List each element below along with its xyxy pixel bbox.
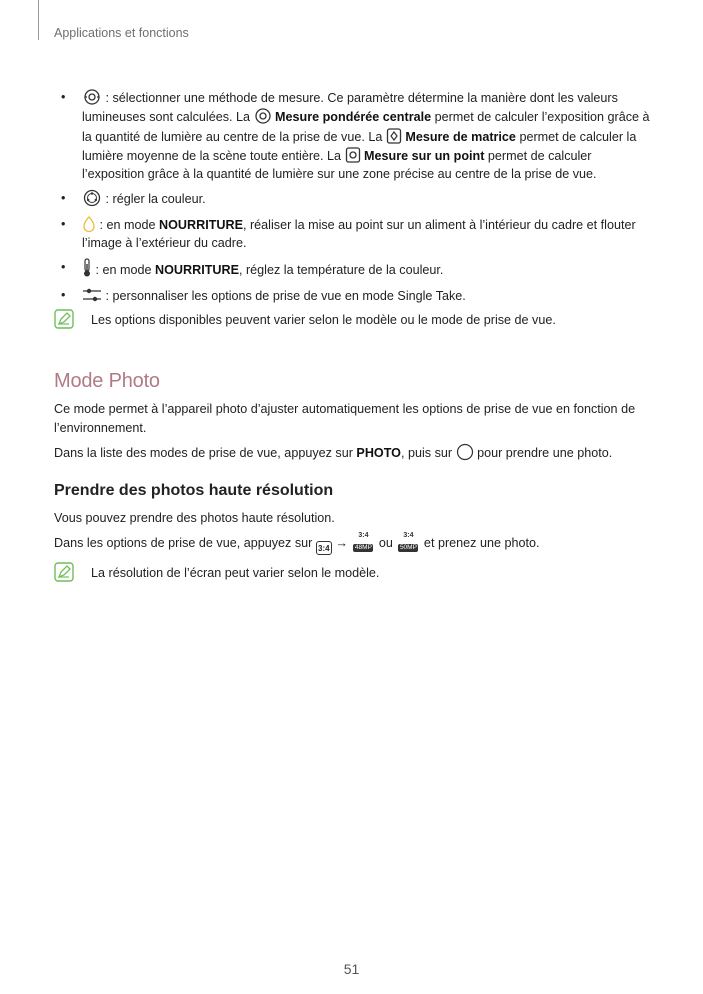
center-weighted-metering-icon — [254, 107, 272, 125]
page-number: 51 — [343, 961, 360, 977]
food-focus-icon — [82, 215, 96, 233]
badge-resolution: 50MP — [399, 543, 417, 551]
list-item — [54, 189, 654, 208]
section-title: Mode Photo — [54, 369, 160, 392]
paragraph: Vous pouvez prendre des photos haute résolution. — [54, 511, 335, 526]
note-text: Les options disponibles peuvent varier selon le modèle ou le mode de prise de vue. — [91, 312, 556, 327]
badge-resolution: 48MP — [354, 543, 372, 551]
note-text: La résolution de l’écran peut varier selon le modèle. — [91, 565, 380, 580]
shutter-button-icon — [456, 443, 474, 461]
matrix-metering-icon — [386, 127, 402, 145]
list-item — [54, 88, 654, 183]
bullet-text: , réglez la température de la couleur. — [238, 263, 444, 278]
bullet-text: : sélectionner une méthode de mesure. Ce paramètre détermine la manière dont les valeurs lumineuses sont calculées. La — [82, 91, 618, 125]
bullet-text: : en mode — [92, 263, 156, 278]
paragraph-bold: PHOTO — [356, 445, 401, 460]
bullet-text: : régler la couleur. — [102, 192, 206, 207]
paragraph-text: pour prendre une photo. — [473, 445, 613, 460]
spot-metering-icon — [345, 146, 361, 164]
bullet-text: permet de calculer l’exposition grâce à la quantité de lumière au centre de la prise de vue. La — [82, 110, 650, 144]
bullet-bold: NOURRITURE — [159, 217, 243, 232]
page-header: Applications et fonctions — [54, 26, 189, 40]
bullet-bold: NOURRITURE — [155, 263, 239, 278]
paragraph: Ce mode permet à l’appareil photo d’ajuster automatiquement les options de prise de vue en fonction de l’environnement. — [54, 402, 636, 435]
option-list — [54, 88, 654, 305]
badge-ratio: 3:4 — [358, 531, 369, 539]
resolution-48mp-icon — [352, 531, 374, 552]
paragraph-text: Dans les options de prise de vue, appuyez sur — [54, 535, 316, 550]
arrow-text: → — [331, 535, 352, 550]
thermometer-icon — [82, 258, 92, 278]
paragraph-text: ou — [375, 535, 397, 550]
note-icon — [54, 309, 74, 334]
sliders-icon — [82, 286, 102, 304]
subsection-title: Prendre des photos haute résolution — [54, 482, 334, 500]
color-tune-icon — [82, 189, 102, 207]
badge-ratio: 3:4 — [403, 531, 414, 539]
metering-icon — [82, 88, 102, 106]
resolution-50mp-icon — [397, 531, 419, 552]
list-item — [54, 258, 654, 279]
page-content — [54, 88, 654, 584]
bullet-text: permet de calculer la lumière moyenne de la scène toute entière. La — [82, 129, 637, 163]
bullet-bold: Mesure sur un point — [364, 148, 485, 163]
paragraph-text: , puis sur — [400, 445, 456, 460]
bullet-bold: Mesure de matrice — [405, 129, 516, 144]
paragraph-text: et prenez une photo. — [420, 535, 540, 550]
bullet-text: permet de calculer l’exposition grâce à la quantité de lumière sur une zone précise au centre de la prise de vue. — [82, 148, 597, 182]
paragraph-text: Dans la liste des modes de prise de vue, appuyez sur — [54, 445, 357, 460]
list-item — [54, 286, 654, 305]
list-item — [54, 215, 654, 253]
bullet-bold: Mesure pondérée centrale — [275, 110, 432, 125]
bullet-text: , réaliser la mise au point sur un aliment à l’intérieur du cadre et flouter l’image à l’extérieur du cadre. — [82, 217, 636, 251]
note-box — [54, 311, 654, 331]
note-box — [54, 564, 654, 584]
note-icon — [54, 562, 74, 587]
bullet-text: : personnaliser les options de prise de vue en mode Single Take. — [102, 288, 466, 303]
header-rule — [38, 0, 39, 40]
bullet-text: : en mode — [96, 217, 160, 232]
aspect-ratio-icon: 3:4 — [316, 541, 332, 555]
paragraph — [54, 531, 654, 555]
paragraph — [54, 443, 654, 462]
